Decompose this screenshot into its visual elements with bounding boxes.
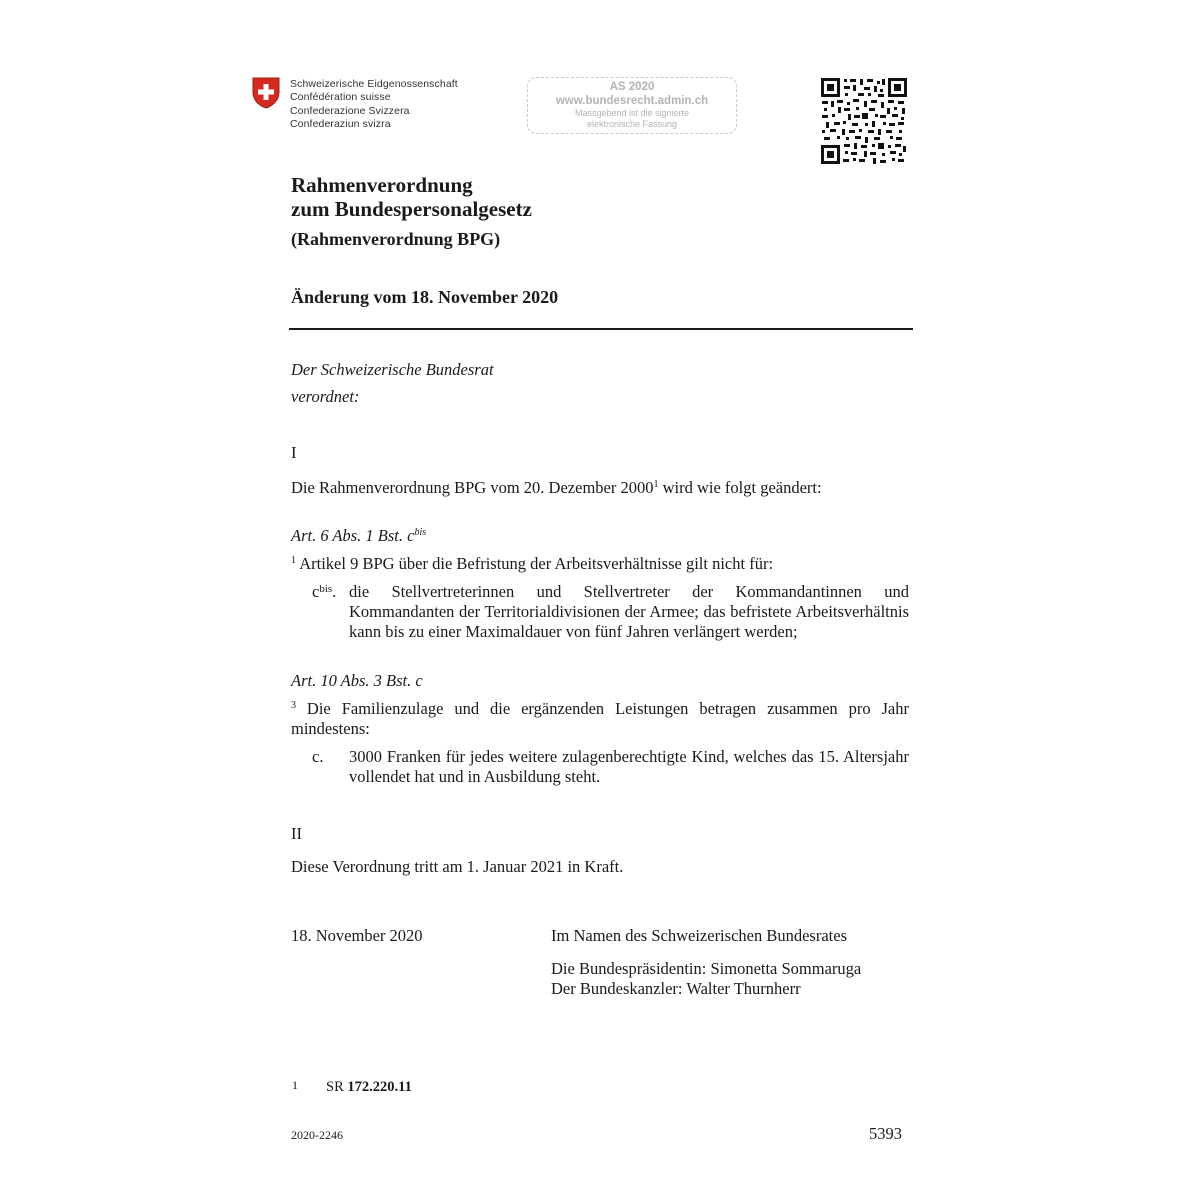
footnote-marker: 1 <box>653 479 659 490</box>
entry-into-force: Diese Verordnung tritt am 1. Januar 2021 in Kraft. <box>291 857 624 876</box>
ordinance-short-title: (Rahmenverordnung BPG) <box>291 229 501 249</box>
stamp-note-line1: Massgebend ist die signierte <box>574 108 690 118</box>
list-item-letter: c <box>312 582 320 601</box>
article-6-heading <box>291 526 426 546</box>
footnote-reference: 172.220.11 <box>347 1079 412 1095</box>
preamble-issuer: Der Schweizerische Bundesrat <box>291 360 494 379</box>
article-6-paragraph <box>291 554 773 574</box>
ordinance-title <box>291 173 532 221</box>
title-divider <box>289 328 913 330</box>
list-item-label <box>312 582 349 642</box>
confederation-name-fr: Confédération suisse <box>290 91 391 104</box>
article-6-list-item <box>312 582 909 642</box>
amendment-intro-text-end: wird wie folgt geändert: <box>658 478 822 497</box>
amendment-intro-text: Die Rahmenverordnung BPG vom 20. Dezember 2000 <box>291 478 654 497</box>
section-numeral-1: I <box>291 443 297 462</box>
article-6-heading-text: Art. 6 Abs. 1 Bst. c <box>291 526 415 545</box>
stamp-collection: AS 2020 <box>609 81 655 93</box>
paragraph-number: 1 <box>291 555 296 566</box>
list-item-text: 3000 Franken für jedes weitere zulagenberechtigte Kind, welches das 15. Altersjahr vollendet hat und in Ausbildung steht. <box>349 747 909 786</box>
list-item-sup: bis <box>319 583 333 595</box>
page-number: 5393 <box>869 1124 902 1143</box>
footnote-number: 1 <box>292 1078 298 1092</box>
confederation-name-rm: Confederaziun svizra <box>290 117 391 130</box>
swiss-coat-of-arms-icon <box>252 77 280 109</box>
stamp-note-line2: elektronische Fassung <box>586 119 678 129</box>
signature-chancellor: Der Bundeskanzler: Walter Thurnherr <box>551 979 801 998</box>
article-6-heading-sup: bis <box>414 527 427 538</box>
official-publication-stamp <box>527 77 737 134</box>
article-10-list-item <box>312 747 909 787</box>
list-item-label: c. <box>312 747 324 766</box>
stamp-website: www.bundesrecht.admin.ch <box>555 95 709 107</box>
qr-code-icon <box>820 77 908 165</box>
section-numeral-2: II <box>291 824 302 843</box>
paragraph-number: 3 <box>291 700 296 711</box>
confederation-names <box>290 78 458 131</box>
article-10-paragraph-text: Die Familienzulage und die ergänzenden Leistungen betragen zusammen pro Jahr <box>296 699 909 718</box>
signature-on-behalf: Im Namen des Schweizerischen Bundesrates <box>551 926 847 945</box>
confederation-name-it: Confederazione Svizzera <box>290 104 410 117</box>
list-item-text: die Stellvertreterinnen und Stellvertreter der Kommandantinnen und Kommandanten der Territorialdivisionen der Armee; das befristete Arbeitsverhältnis kann bis zu einer Maximaldauer von fünf Jahren verlängert werden; <box>349 582 909 641</box>
ordinance-title-line1: Rahmenverordnung <box>291 173 473 197</box>
document-id: 2020-2246 <box>291 1128 343 1142</box>
article-6-paragraph-text: Artikel 9 BPG über die Befristung der Arbeitsverhältnisse gilt nicht für: <box>296 554 774 573</box>
amendment-intro <box>291 478 822 498</box>
signature-date: 18. November 2020 <box>291 926 423 945</box>
amendment-date-heading: Änderung vom 18. November 2020 <box>291 287 559 307</box>
confederation-name-de: Schweizerische Eidgenossenschaft <box>290 78 458 90</box>
ordinance-title-line2: zum Bundespersonalgesetz <box>291 197 532 221</box>
list-item-dot: . <box>332 582 337 601</box>
article-10-paragraph <box>291 699 909 739</box>
article-10-heading: Art. 10 Abs. 3 Bst. c <box>291 671 423 690</box>
article-10-paragraph-line2: mindestens: <box>291 719 370 738</box>
signature-president: Die Bundespräsidentin: Simonetta Sommaruga <box>551 959 862 978</box>
preamble-verb: verordnet: <box>291 387 360 406</box>
footnote-text <box>326 1079 412 1096</box>
footnote-prefix: SR <box>326 1079 348 1095</box>
article-10-paragraph-line1 <box>291 699 909 719</box>
